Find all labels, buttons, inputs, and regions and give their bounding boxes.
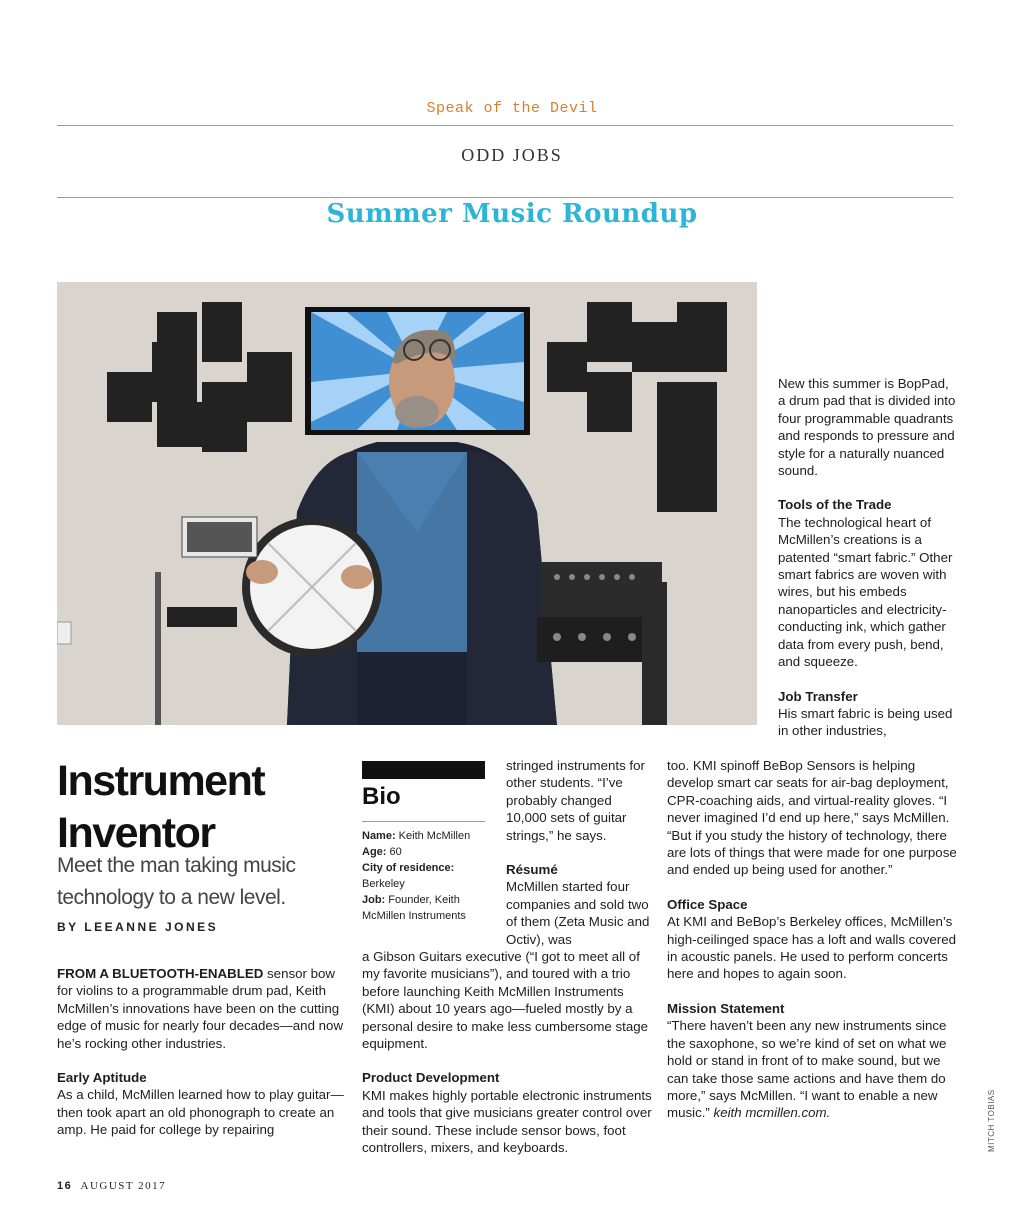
boppad-paragraph: New this summer is BopPad, a drum pad that is divided into four programmable quadrants and responds to pressure and style for a naturally nuanced sound. <box>778 376 956 479</box>
deck: Meet the man taking music technology to a new level. <box>57 854 296 909</box>
bio-age: Age: 60 <box>362 846 402 858</box>
page-footer <box>57 1180 166 1192</box>
col2-top-paragraph: stringed instruments for other students. “I’ve probably changed 10,000 sets of guitar strings,” he says. <box>506 758 645 843</box>
resume-paragraph-narrow: McMillen started four companies and sold two of them (Zeta Music and Octiv), was <box>506 879 650 947</box>
photo-credit-wrap <box>987 1089 1024 1161</box>
tools-heading: Tools of the Trade <box>778 497 892 513</box>
product-heading: Product Development <box>362 1070 500 1086</box>
resume-heading: Résumé <box>506 862 558 878</box>
transfer-heading: Job Transfer <box>778 688 858 704</box>
header-rule-bottom <box>57 197 953 198</box>
mission-paragraph: “There haven’t been any new instruments since the saxophone, so we’re kind of set on what we hold or stand in front of to make sound, but we can take those same actions and have them do more,” says McMillen. “I want to enable a new music.” keith mcmillen.com. <box>667 1018 947 1121</box>
bio-job: Job: Founder, Keith McMillen Instruments <box>362 894 466 922</box>
bio-name: Name: Keith McMillen <box>362 830 471 842</box>
office-paragraph: At KMI and BeBop’s Berkeley offices, McMillen’s high-ceilinged space has a loft and walls covered in acoustic panels. He used to perform concerts here and hopes to again soon. <box>667 914 957 982</box>
mission-link: keith mcmillen.com. <box>713 1105 831 1121</box>
intro-lead: FROM A BLUETOOTH-ENABLED <box>57 966 264 981</box>
headline <box>57 755 347 859</box>
intro-rest: sensor bow for violins to a programmable drum pad, Keith McMillen’s innovations have been on the cutting edge of music for nearly four decades—and now he’s rocking other industries. <box>57 966 344 1051</box>
byline: BY LEEANNE JONES <box>57 920 219 934</box>
section-title: ODD JOBS <box>461 145 563 165</box>
early-heading: Early Aptitude <box>57 1070 147 1086</box>
column-two-bottom <box>362 948 652 1156</box>
feature-photo <box>57 282 757 725</box>
early-paragraph: As a child, McMillen learned how to play guitar—then took apart an old phonograph to create an amp. He paid for college by repairing <box>57 1087 344 1138</box>
column-three <box>667 757 957 1122</box>
headline-line-1: Instrument <box>57 757 265 805</box>
tools-paragraph: The technological heart of McMillen’s creations is a patented “smart fabric.” Other smart fabrics are woven with wires, but his embeds nanoparticles and electricity-conducting ink, which gather data from every push, bend, and squeeze. <box>778 514 953 670</box>
column-one <box>57 965 347 1139</box>
bio-city: City of residence: Berkeley <box>362 862 455 890</box>
kicker: Speak of the Devil <box>426 100 598 117</box>
intro-paragraph <box>57 965 347 1052</box>
bio-title: Bio <box>362 783 401 810</box>
feature-title: Summer Music Roundup <box>326 199 698 229</box>
photo-credit: MITCH TOBIAS <box>987 1089 996 1152</box>
transfer-paragraph-wide: too. KMI spinoff BeBop Sensors is helping develop smart car seats for air-bag deployment, CPR-coaching aids, and virtual-reality gloves. “I never imagined I’d end up here,” says McMillen. “But if you study the history of technology, there are lots of things that were made for one purpose and ended up being used for another.” <box>667 758 957 878</box>
issue-date: AUGUST 2017 <box>80 1180 167 1192</box>
header-rule-top <box>57 125 953 126</box>
office-heading: Office Space <box>667 896 748 912</box>
man-with-drum-pad-photo <box>57 282 757 725</box>
bio-bar <box>362 761 485 779</box>
headline-line-2: Inventor <box>57 809 215 857</box>
column-four-top <box>778 375 958 740</box>
product-paragraph: KMI makes highly portable electronic instruments and tools that give musicians greater control over their sound. These include sensor bows, foot controllers, mixers, and keyboards. <box>362 1087 652 1156</box>
bio-rule <box>362 821 485 822</box>
mission-heading: Mission Statement <box>667 1000 785 1016</box>
bio-list <box>362 828 487 924</box>
transfer-paragraph-narrow: His smart fabric is being used in other industries, <box>778 705 953 739</box>
column-two-top <box>506 757 654 948</box>
page-number: 16 <box>57 1180 73 1192</box>
resume-paragraph-wide: a Gibson Guitars executive (“I got to meet all of my favorite musicians”), and toured with a trio before launching Keith McMillen Instruments (KMI) about 10 years ago—fueled mostly by a personal desire to make less cumbersome stage equipment. <box>362 949 649 1052</box>
